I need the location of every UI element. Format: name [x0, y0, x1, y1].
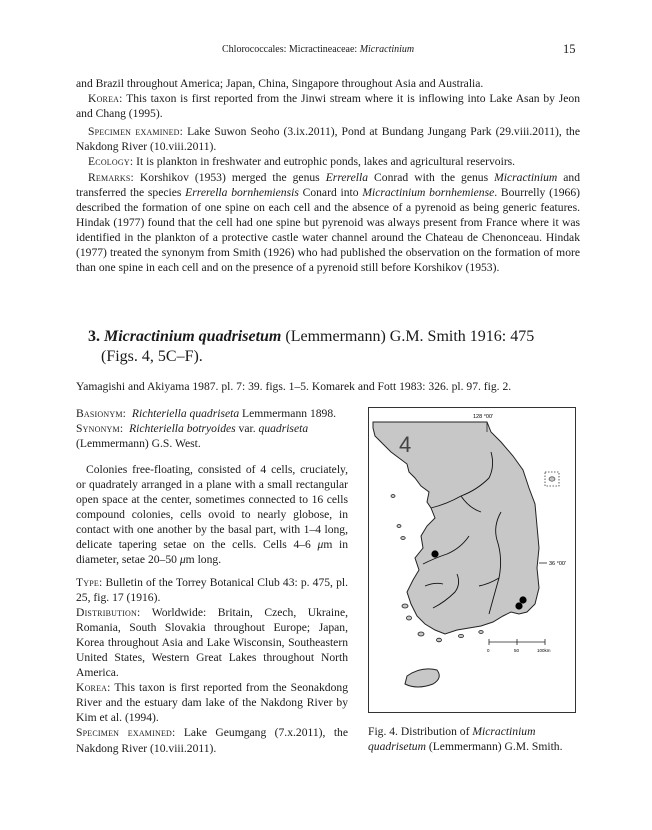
caption-species: Micractinium quadrisetum — [368, 725, 536, 753]
species-name: Micractinium quadrisetum — [104, 328, 282, 345]
occurrence-point-nakdong-1 — [519, 596, 526, 603]
species-figure-refs: (Figs. 4, 5C–F). — [101, 348, 203, 365]
remarks-genus-micractinium: Micractinium — [494, 170, 558, 184]
running-title-genus: Micractinium — [359, 44, 415, 55]
remarks-text-1: Korshikov (1953) merged the genus — [133, 170, 326, 184]
basionym-name: Richteriella quadriseta — [131, 407, 240, 420]
species-authority: (Lemmermann) G.M. Smith 1916: 475 — [281, 328, 535, 345]
description-text-3: m long. — [185, 553, 222, 567]
running-title — [222, 44, 414, 55]
species-number: 3. — [88, 328, 100, 345]
remarks-genus-errerella: Errerella — [325, 170, 369, 184]
figure-number-label: 4 — [399, 432, 412, 457]
distribution-label: Distribution: — [76, 606, 141, 620]
basionym-line — [76, 406, 348, 421]
korea-record-paragraph — [76, 680, 348, 725]
longitude-label: 128 °00' — [473, 414, 494, 420]
ecology-text: It is plankton in freshwater and eutrophic ponds, lakes and agricultural reservoirs. — [133, 155, 516, 169]
remarks-text-2: Conrad with the genus — [368, 170, 495, 184]
specimen-text: Lake Suwon Seoho (3.ix.2011), Pond at Bundang Jungang Park (29.viii.2011), the Nakdong River (10.viii.2011). — [76, 125, 580, 154]
korea-record-text: This taxon is first reported from the Seonakdong River and the estuary dam lake of the Nakdong River by Kim et al. (1994). — [76, 681, 348, 725]
korea-landmass — [373, 422, 539, 634]
distribution-paragraph — [76, 605, 348, 680]
occurrence-point-nakdong-2 — [515, 602, 522, 609]
description-text-1: Colonies free-floating, consisted of 4 cells, cruciately, or quadrately arranged in a plane with a small rectangular open space at the center, sometimes connected to 16 cells compound colonies, cells ovoid to nearly globose, in contact with one another by the basal part, with 1–4 long, delicate tapering setae on the cells. Cells 4–6 — [76, 463, 348, 552]
distribution-map-figure — [368, 407, 576, 713]
micro-symbol: μ — [317, 538, 324, 552]
figure-caption — [368, 724, 580, 754]
occurrence-point-lake-geumgang — [431, 550, 438, 557]
scale-tick-50: 50 — [514, 648, 520, 653]
type-label: Type: — [76, 576, 103, 589]
remarks-text-4: Conard into — [298, 185, 363, 199]
specimen-label: Specimen examined: — [88, 125, 184, 139]
korea-label: Korea: — [88, 92, 123, 106]
remarks-text-5: . Bourrelly (1966) described the formation of one spine on each cell and the absence of a pyrenoid as being generic features. Hindak (1977) found that the cell had one spine but pyrenoid was always present from France where it was identified in the plankton of a protective castle water channel around the Chateau de Chenonceau. Hindak (1977) treated the synonym from Smith (1926) who had published the observation on the formation of more than one spine in each cell and on the presence of a pyrenoid still before Korshikov (1953). — [76, 185, 581, 275]
description-block — [76, 462, 348, 567]
specimen-examined-paragraph — [76, 725, 348, 755]
species-heading — [88, 327, 568, 367]
previous-species-continuation — [76, 76, 580, 275]
synonym-name: Richteriella botryoides — [129, 422, 236, 436]
remarks-text-3: and transferred the species — [76, 170, 581, 199]
synonym-label: Synonym: — [76, 422, 124, 436]
caption-prefix: Fig. 4. Distribution of — [368, 725, 473, 738]
remarks-paragraph — [76, 170, 580, 276]
synonym-var-word: var. — [235, 422, 259, 436]
jeju-island — [405, 669, 439, 687]
ecology-label: Ecology: — [88, 155, 134, 169]
micro-symbol: μ — [179, 553, 186, 567]
running-title-plain: Chlorococcales: Micractineaceae: — [222, 44, 360, 55]
synonym-variety: quadriseta — [258, 422, 309, 436]
synonym-line — [76, 421, 348, 451]
caption-suffix: (Lemmermann) G.M. Smith. — [425, 740, 563, 753]
nomenclature-block — [76, 406, 348, 451]
basionym-label: Basionym: — [76, 407, 127, 420]
distribution-continued: and Brazil throughout America; Japan, China, Singapore throughout Asia and Australia. — [76, 77, 484, 90]
page-number: 15 — [563, 42, 576, 56]
korea-record-label: Korea: — [76, 681, 111, 695]
type-text: Bulletin of the Torrey Botanical Club 43: p. 475, pl. 25, fig. 17 (1916). — [76, 576, 348, 605]
specimen-examined-label: Specimen examined: — [76, 726, 176, 740]
specimen-paragraph — [76, 124, 580, 154]
remarks-species-2: Micractinium bornhemiense — [362, 185, 495, 199]
remarks-species-1: Errerella bornhemiensis — [185, 185, 299, 199]
distribution-text: Worldwide: Britain, Czech, Ukraine, Romania, South Slovakia throughout Europe; Japan, Korea throughout Asia and Lake Wisconsin, Southeastern United States, Western Great Lakes throughout North America. — [76, 606, 348, 680]
remarks-label: Remarks: — [88, 170, 134, 184]
scale-bar — [489, 639, 545, 645]
type-distribution-block — [76, 575, 348, 756]
type-paragraph — [76, 575, 348, 605]
basionym-authority: Lemmermann 1898. — [239, 407, 337, 420]
specimen-examined-text: Lake Geumgang (7.x.2011), the Nakdong River (10.viii.2011). — [76, 726, 348, 755]
latitude-label: 36 °00' — [549, 561, 567, 567]
description-text-2: m in diameter, setae 20–50 — [76, 538, 349, 567]
synonym-authority: (Lemmermann) G.S. West. — [76, 437, 201, 451]
literature-references: Yamagishi and Akiyama 1987. pl. 7: 39. figs. 1–5. Komarek and Fott 1983: 326. pl. 97. fig. 2. — [76, 380, 512, 393]
scale-tick-100km: 100km — [537, 648, 551, 653]
korea-paragraph — [76, 91, 580, 121]
description-paragraph — [76, 462, 348, 567]
scale-tick-0: 0 — [487, 648, 490, 653]
korea-text: This taxon is first reported from the Jinwi stream where it is inflowing into Lake Asan by Jeon and Chang (1995). — [76, 92, 580, 121]
ecology-paragraph — [76, 154, 580, 169]
korea-distribution-map — [369, 408, 575, 712]
